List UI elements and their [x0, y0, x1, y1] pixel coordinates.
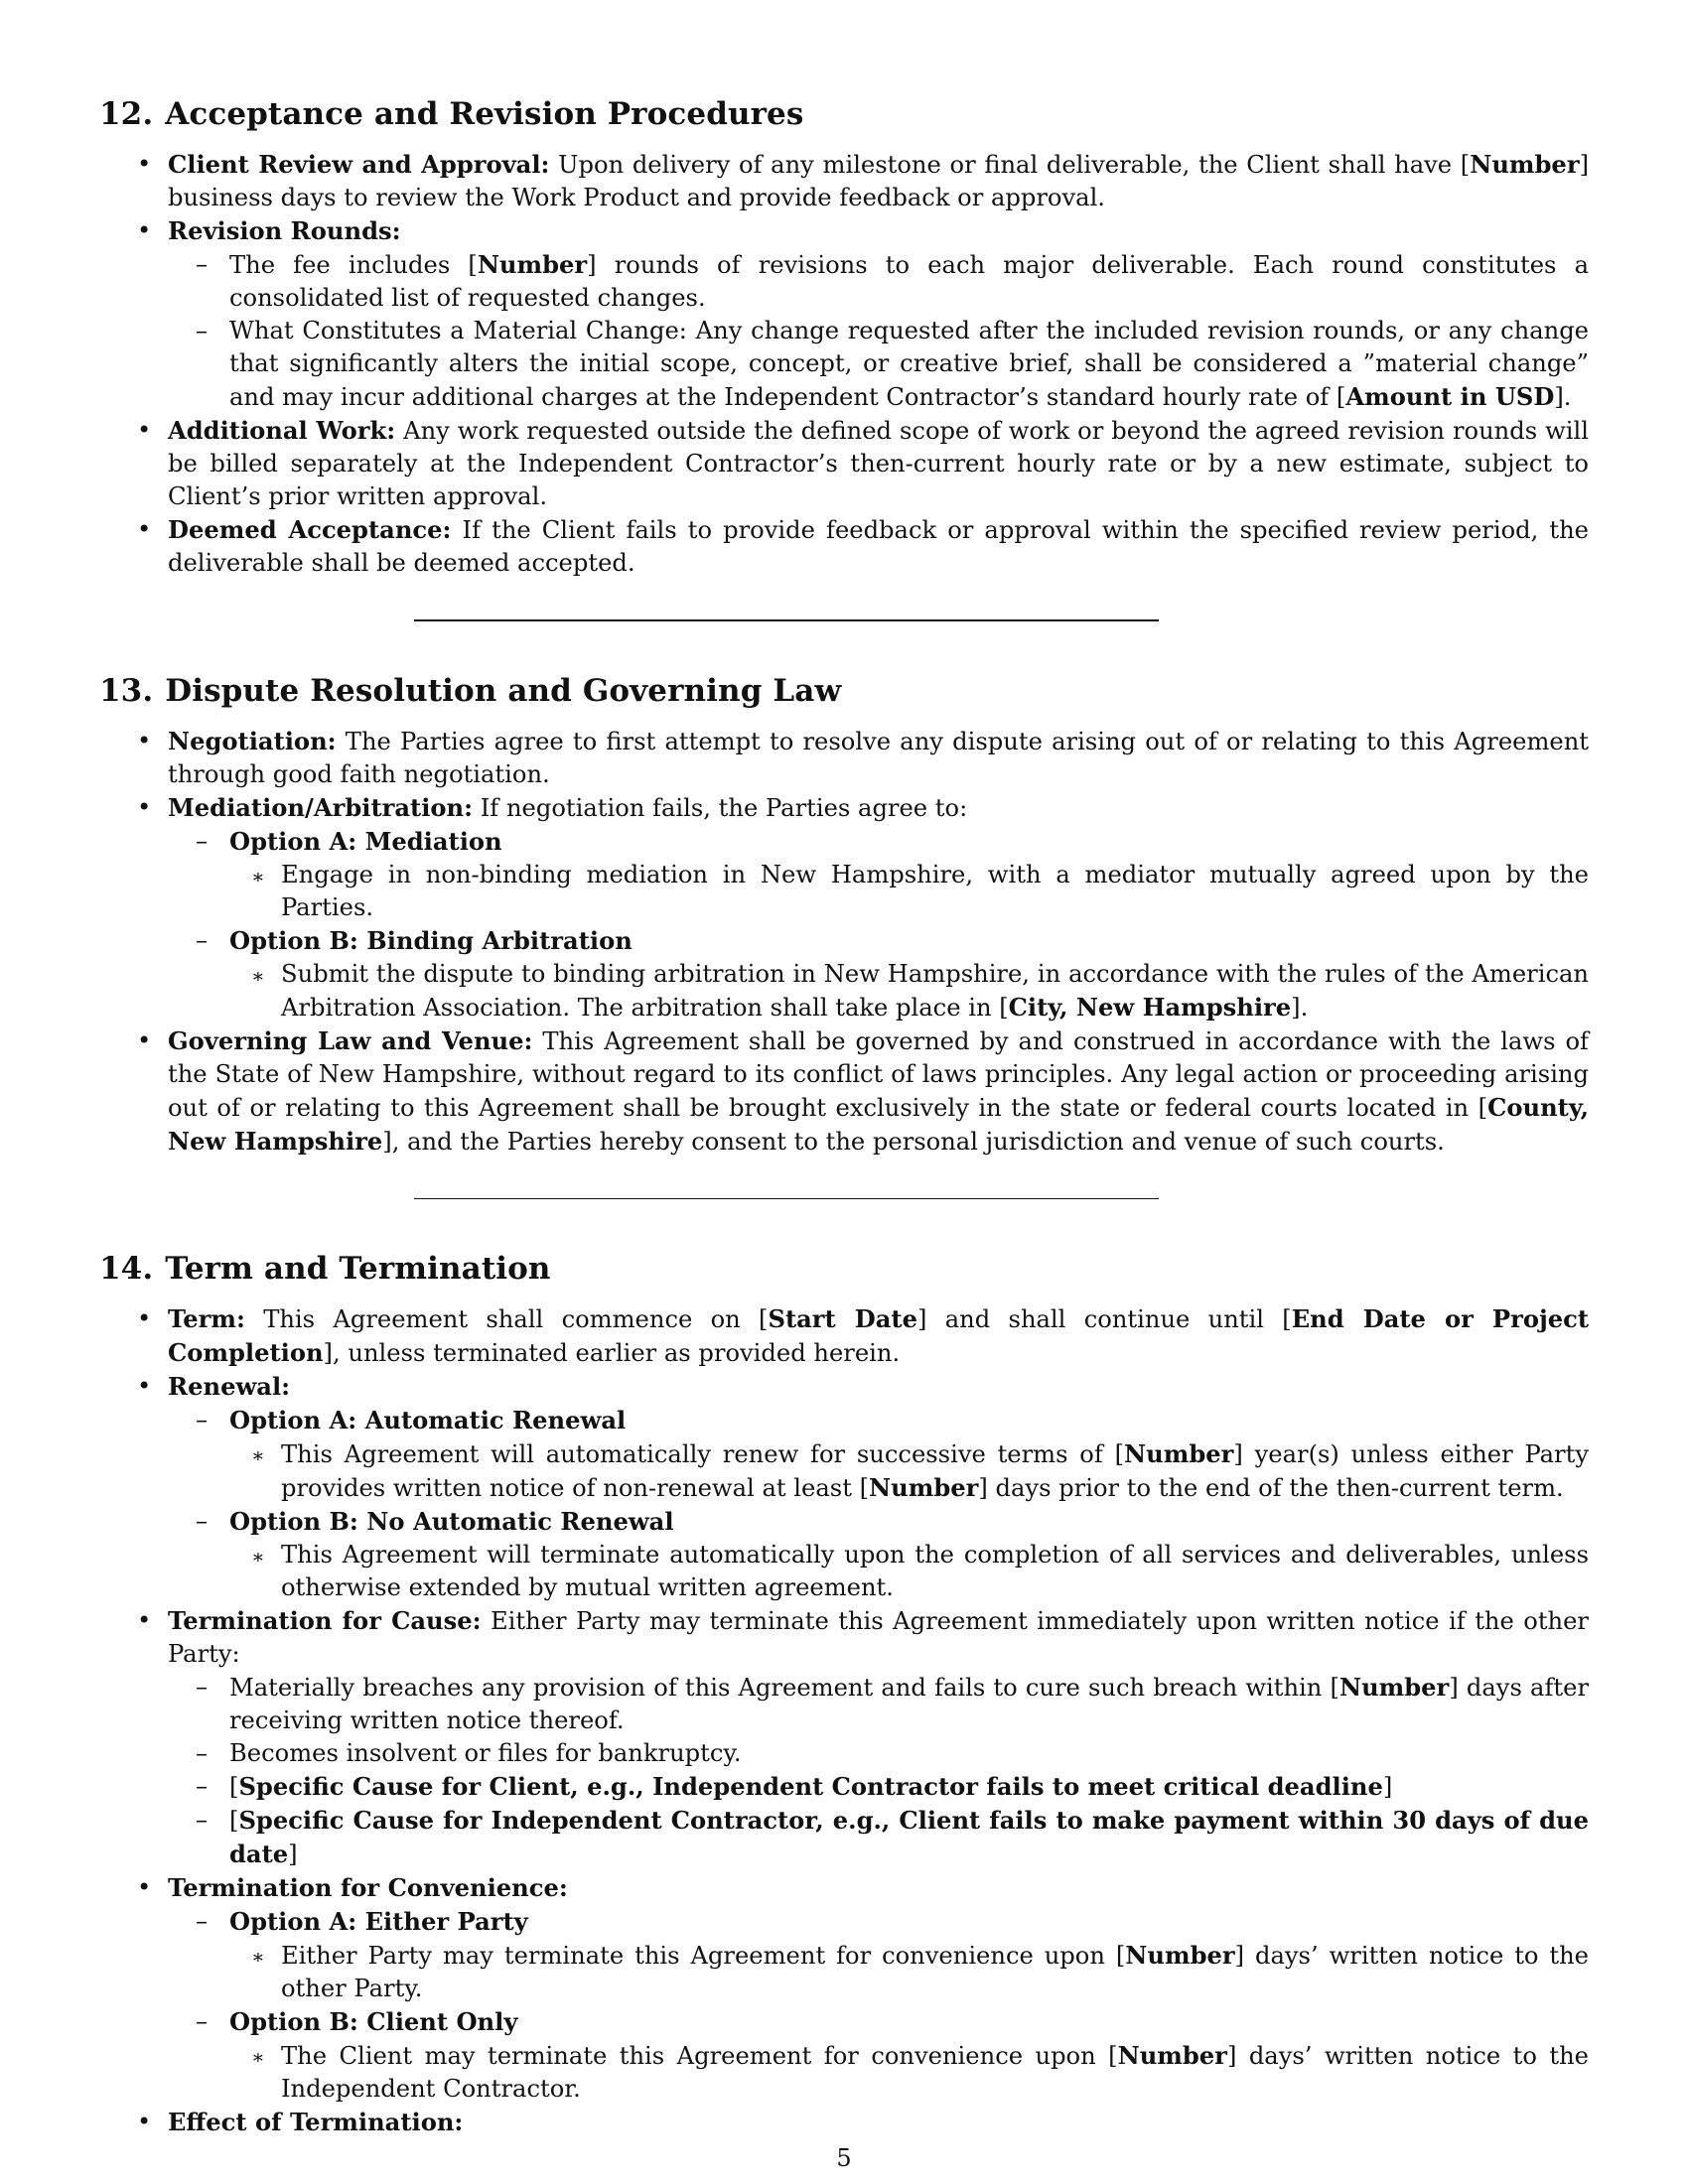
list-item: • Deemed Acceptance: If the Client fails to provide feedback or approval within the specified review period, the deliverable shall be deemed accepted.: [137, 515, 1589, 577]
section-13-list: [99, 725, 1589, 1159]
section-divider: [414, 1198, 1159, 1199]
list-item: – Option A: Either Party ∗ Either Party may terminate this Agreement for convenience upon [Number] days’ written notice to the other Party.: [168, 1905, 1589, 2005]
list-item: – Option A: Mediation ∗ Engage in non-binding mediation in New Hampshire, with a mediator mutually agreed upon by the Parties.: [168, 825, 1589, 924]
list-item: • Termination for Cause: Either Party may terminate this Agreement immediately upon written notice if the other Party: – Materially breaches any provision of this Agreement and fails to cure such breach within [Number] days after receiving written notice thereof. – Becomes insolvent or files for bankruptcy. – [Specific Cause for Client, e.g., Independent Contractor fails to meet critical deadline] – [Specific Cause for Independent Contractor, e.g., Client fails to make payment within 30 days of due date]: [99, 1604, 1589, 1871]
section-14-list: [99, 1302, 1589, 2139]
section-12-heading: 12. Acceptance and Revision Procedures: [99, 96, 804, 132]
page-content: [99, 94, 1589, 2139]
section-divider: [414, 619, 1159, 621]
list-item: – Materially breaches any provision of this Agreement and fails to cure such breach within [Number] days after receiving written notice thereof.: [196, 1673, 1590, 1734]
list-item: ∗ This Agreement will terminate automatically upon the completion of all services and deliverables, unless otherwise extended by mutual written agreement.: [251, 1541, 1589, 1601]
list-item: – What Constitutes a Material Change: Any change requested after the included revision rounds, or any change that significantly alters the initial scope, concept, or creative brief, shall be considered a ”material change” and may incur additional charges at the Independent Contractor’s standard hourly rate of [Amount in USD].: [196, 317, 1589, 411]
page-number: 5: [836, 2144, 852, 2172]
list-item: • Mediation/Arbitration: If negotiation fails, the Parties agree to: – Option A: Mediation ∗ Engage in non-binding mediation in New Hampshire, with a mediator mutually agreed upon by the Parties. – Option B: Binding Arbitration ∗ Submit the dispute to binding arbitration in New Hampshire, in accordance with the rules of the American Arbitration Association. The arbitration shall take place in [City, New Hampshire].: [99, 791, 1589, 1024]
section-12-list: [99, 148, 1589, 580]
cause-sublist: [196, 1671, 1590, 1871]
renewal-sublist: [196, 1404, 1589, 1604]
revision-sublist: [196, 248, 1589, 414]
list-item: • Renewal: – Option A: Automatic Renewal ∗ This Agreement will automatically renew for successive terms of [Number] year(s) unless either Party provides written notice of non-renewal at least [Number] days prior to the end of the then-current term. – Option B: No Automatic Renewal ∗ This Agreement will terminate automatically upon the completion of all services and deliverables, unless otherwise extended by mutual written agreement.: [99, 1370, 1589, 1604]
list-item: • Termination for Convenience: – Option A: Either Party ∗ Either Party may terminate this Agreement for convenience upon [Number] days’ written notice to the other Party. – Option B: Client Only ∗ The Client may terminate this Agreement for convenience upon [Number] days’ written notice to the Independent Contractor.: [99, 1871, 1589, 2106]
list-item: – Option B: No Automatic Renewal ∗ This Agreement will terminate automatically upon the completion of all services and deliverables, unless otherwise extended by mutual written agreement.: [168, 1505, 1589, 1604]
list-item: ∗ Engage in non-binding mediation in New Hampshire, with a mediator mutually agreed upon by the Parties.: [251, 861, 1589, 921]
list-item: ∗ Either Party may terminate this Agreement for convenience upon [Number] days’ written notice to the other Party.: [251, 1941, 1590, 2002]
section-14-heading: 14. Term and Termination: [99, 1251, 551, 1287]
list-item: – The fee includes [Number] rounds of revisions to each major deliverable. Each round constitutes a consolidated list of requested changes.: [196, 250, 1589, 312]
convenience-sublist: [196, 1905, 1590, 2106]
section-13-heading: 13. Dispute Resolution and Governing Law: [99, 673, 842, 709]
list-item: ∗ Submit the dispute to binding arbitration in New Hampshire, in accordance with the rules of the American Arbitration Association. The arbitration shall take place in [City, New Hampshire].: [251, 960, 1589, 1022]
list-item: • Revision Rounds: – The fee includes [Number] rounds of revisions to each major deliverable. Each round constitutes a consolidated list of requested changes. – What Constitutes a Material Change: Any change requested after the included revision rounds, or any change that significantly alters the initial scope, concept, or creative brief, shall be considered a ”material change” and may incur additional charges at the Independent Contractor’s standard hourly rate of [Amount in USD].: [99, 214, 1589, 414]
list-item: – [Specific Cause for Independent Contractor, e.g., Client fails to make payment within 30 days of due date]: [196, 1806, 1589, 1868]
list-item: • Client Review and Approval: Upon delivery of any milestone or final deliverable, the Client shall have [Number] business days to review the Work Product and provide feedback or approval.: [137, 150, 1590, 211]
list-item: • Effect of Termination:: [137, 2108, 464, 2136]
list-item: ∗ This Agreement will automatically renew for successive terms of [Number] year(s) unless either Party provides written notice of non-renewal at least [Number] days prior to the end of the then-current term.: [251, 1439, 1589, 1502]
list-item: – [Specific Cause for Client, e.g., Independent Contractor fails to meet critical deadline]: [196, 1772, 1393, 1801]
list-item: – Becomes insolvent or files for bankruptcy.: [196, 1739, 742, 1767]
list-item: – Option B: Binding Arbitration ∗ Submit the dispute to binding arbitration in New Hampshire, in accordance with the rules of the American Arbitration Association. The arbitration shall take place in [City, New Hampshire].: [168, 924, 1589, 1024]
list-item: – Option B: Client Only ∗ The Client may terminate this Agreement for convenience upon [Number] days’ written notice to the Independent Contractor.: [168, 2005, 1589, 2106]
mediation-sublist: [196, 825, 1589, 1024]
list-item: • Governing Law and Venue: This Agreement shall be governed by and construed in accordance with the laws of the State of New Hampshire, without regard to its conflict of laws principles. Any legal action or proceeding arising out of or relating to this Agreement shall be brought exclusively in the state or federal courts located in [County, New Hampshire], and the Parties hereby consent to the personal jurisdiction and venue of such courts.: [137, 1026, 1589, 1156]
list-item: • Additional Work: Any work requested outside the defined scope of work or beyond the agreed revision rounds will be billed separately at the Independent Contractor’s then-current hourly rate or by a new estimate, subject to Client’s prior written approval.: [137, 416, 1589, 510]
list-item: • Negotiation: The Parties agree to first attempt to resolve any dispute arising out of or relating to this Agreement through good faith negotiation.: [137, 727, 1589, 788]
list-item: – Option A: Automatic Renewal ∗ This Agreement will automatically renew for successive terms of [Number] year(s) unless either Party provides written notice of non-renewal at least [Number] days prior to the end of the then-current term.: [168, 1404, 1589, 1505]
list-item: • Term: This Agreement shall commence on [Start Date] and shall continue until [End Date or Project Completion], unless terminated earlier as provided herein.: [137, 1304, 1590, 1367]
list-item: ∗ The Client may terminate this Agreement for convenience upon [Number] days’ written notice to the Independent Contractor.: [251, 2041, 1589, 2103]
